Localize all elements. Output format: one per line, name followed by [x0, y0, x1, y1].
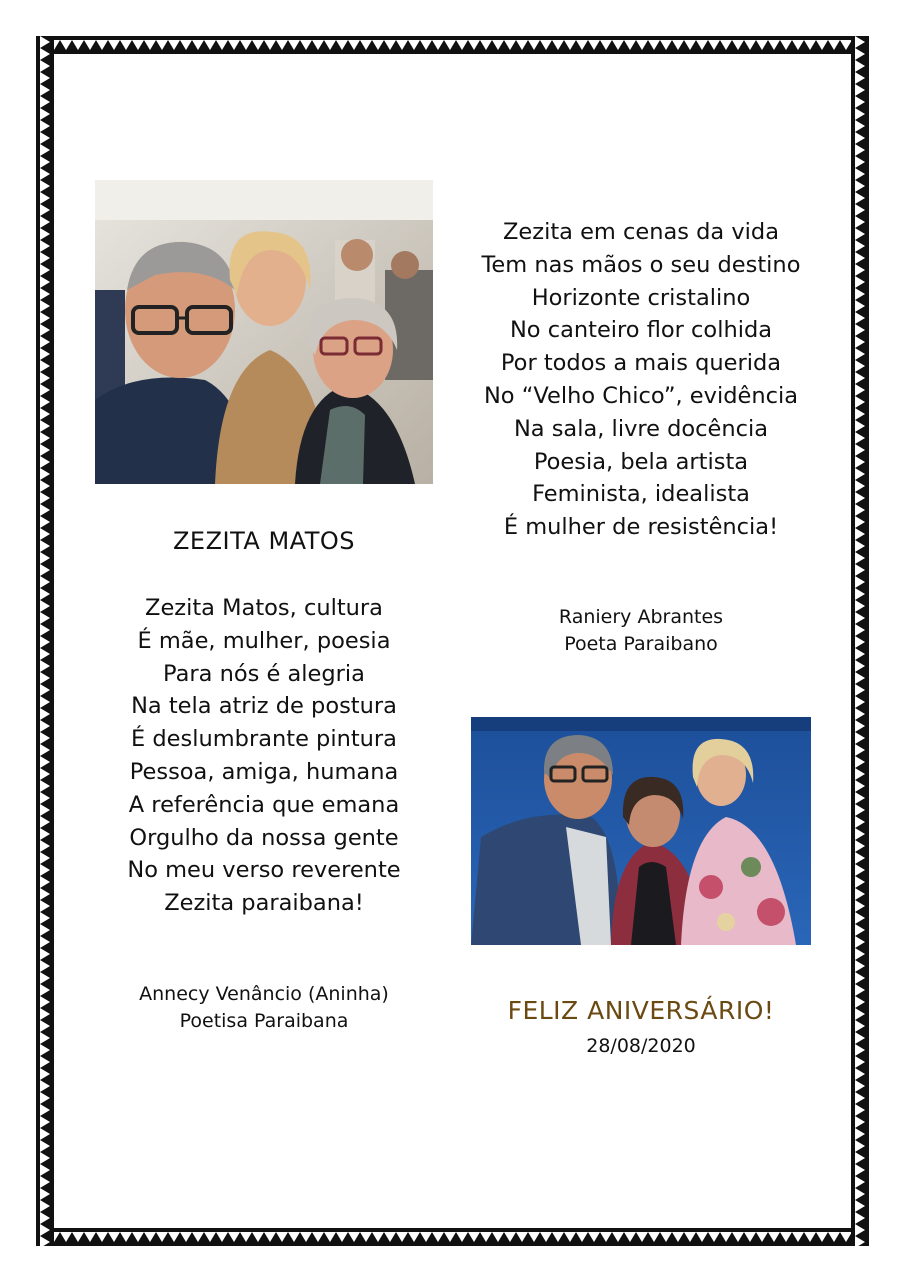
poem-line: É deslumbrante pintura	[131, 726, 397, 753]
poem-line: No “Velho Chico”, evidência	[483, 382, 799, 409]
poem-line: Poesia, bela artista	[533, 448, 749, 475]
greeting-date: 28/08/2020	[586, 1035, 696, 1057]
page-title: ZEZITA MATOS	[172, 527, 355, 555]
author-role: Poetisa Paraibana	[179, 1010, 349, 1032]
poem-line: É mulher de resistência!	[503, 514, 779, 541]
frame-zigzag-right	[851, 36, 869, 1246]
birthday-greeting: FELIZ ANIVERSÁRIO!	[507, 996, 775, 1025]
poem-line: Horizonte cristalino	[531, 284, 751, 311]
poem-line: Tem nas mãos o seu destino	[481, 251, 801, 278]
author-name: Annecy Venâncio (Aninha)	[139, 983, 389, 1005]
poem-line: No meu verso reverente	[127, 857, 401, 884]
poem-line: Feminista, idealista	[532, 481, 750, 508]
poem-line: É mãe, mulher, poesia	[137, 627, 391, 654]
photo-group-three-people	[471, 717, 811, 945]
poem-line: Pessoa, amiga, humana	[129, 758, 399, 785]
poem-line: Na sala, livre docência	[513, 415, 769, 442]
poem-line: Para nós é alegria	[163, 660, 365, 687]
poem-line: Zezita paraibana!	[164, 890, 364, 917]
photo-selfie-three-people	[95, 180, 433, 484]
frame-zigzag-top	[36, 36, 869, 54]
poem-line: Zezita em cenas da vida	[503, 219, 779, 245]
poem-right	[445, 216, 837, 544]
signature-right	[445, 604, 837, 658]
author-name: Raniery Abrantes	[558, 606, 724, 628]
poem-line: Por todos a mais querida	[500, 350, 782, 377]
signature-left	[70, 981, 458, 1035]
poem-line: No canteiro flor colhida	[509, 317, 773, 344]
poem-line: Na tela atriz de postura	[131, 693, 397, 720]
poem-line: Zezita Matos, cultura	[145, 595, 383, 621]
frame-zigzag-bottom	[36, 1228, 869, 1246]
poem-left	[70, 592, 458, 920]
frame-zigzag-left	[36, 36, 54, 1246]
poem-line: A referência que emana	[128, 791, 400, 818]
poem-line: Orgulho da nossa gente	[129, 824, 399, 851]
author-role: Poeta Paraibano	[564, 633, 718, 655]
